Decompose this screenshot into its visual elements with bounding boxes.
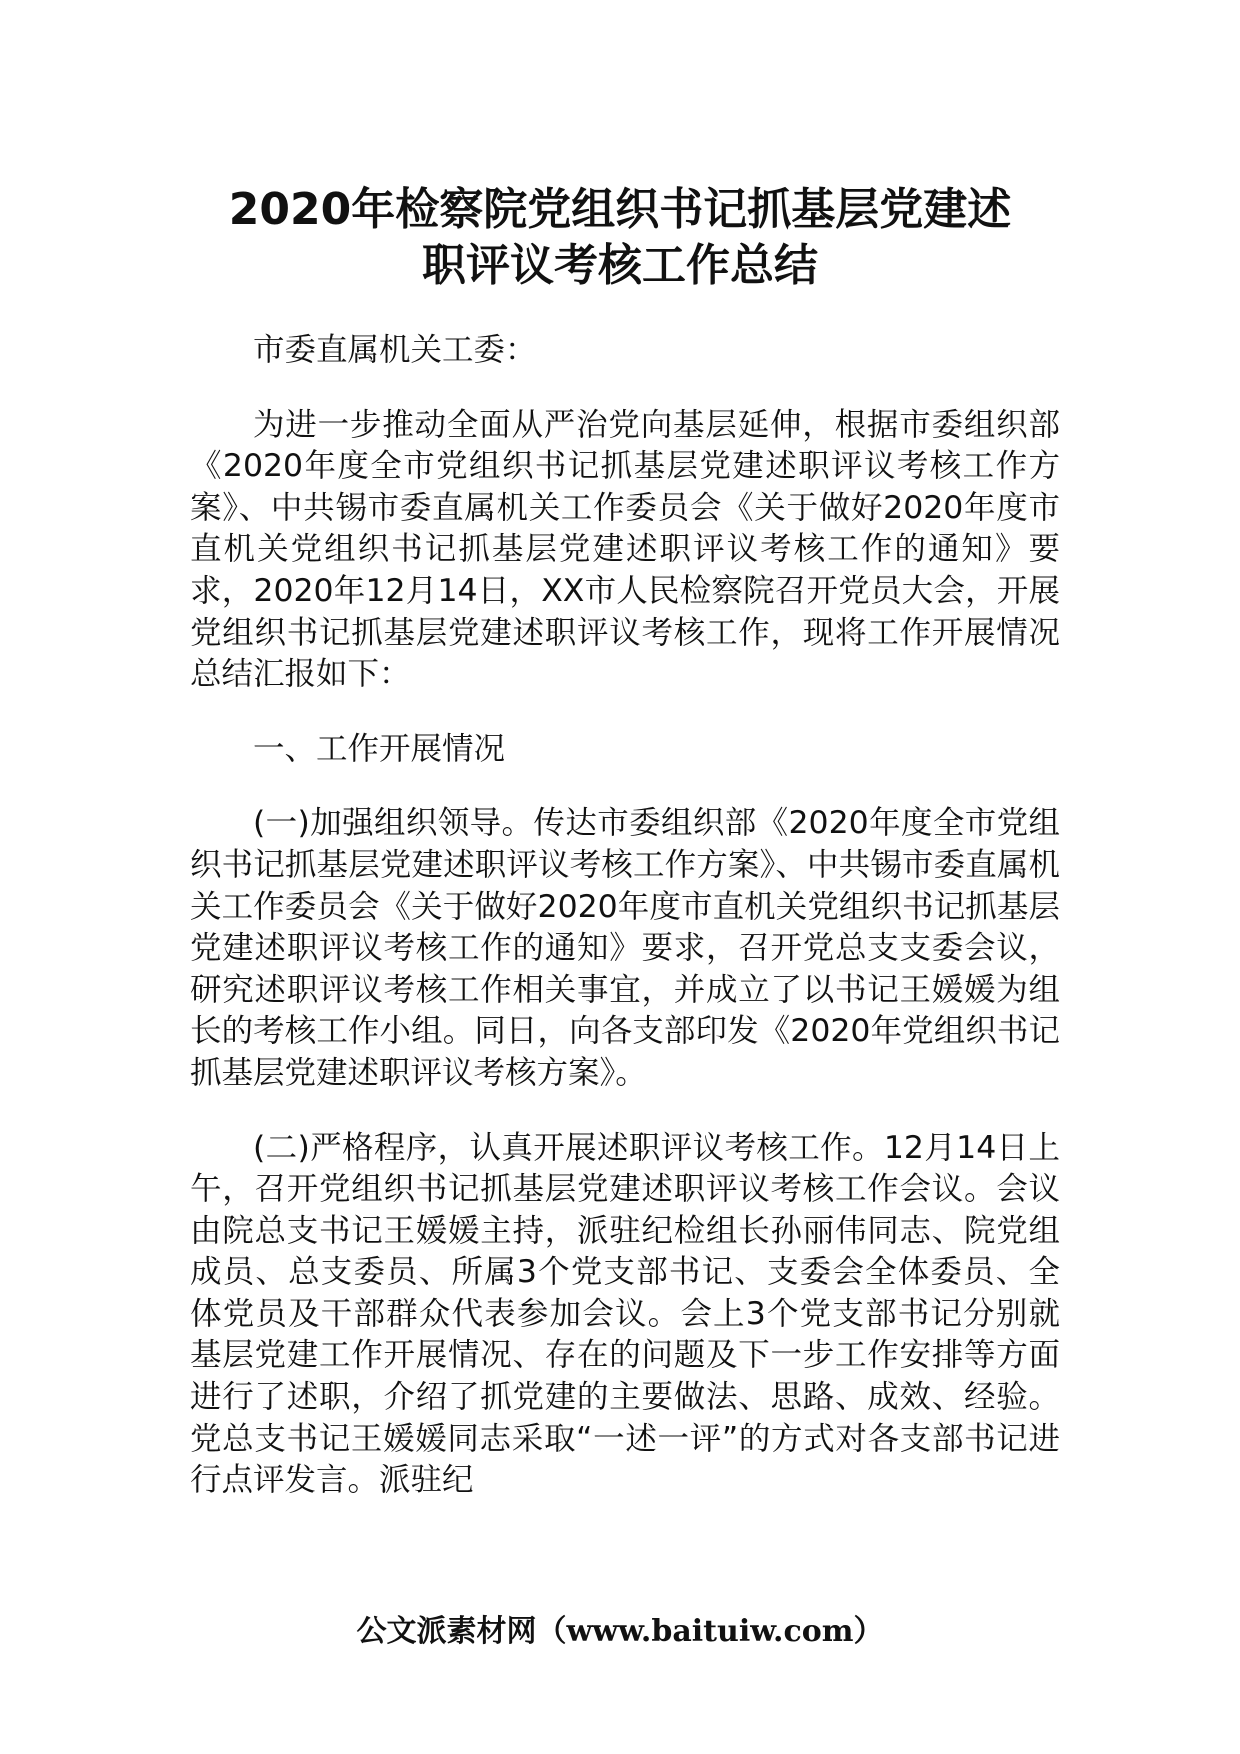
intro-paragraph: 为进一步推动全面从严治党向基层延伸，根据市委组织部《2020年度全市党组织书记抓基层党建述职评议考核工作方案》、中共锡市委直属机关工作委员会《关于做好2020年度市直机关党组织书记抓基层党建述职评议考核工作的通知》要求，2020年12月14日，XX市人民检察院召开党员大会，开展党组织书记抓基层党建述职评议考核工作，现将工作开展情况总结汇报如下： [190,406,1060,693]
salutation: 市委直属机关工委： [253,332,537,368]
document-body [190,330,1060,1535]
footer-watermark: 公文派素材网（www.baituiw.com） [356,1614,884,1649]
paragraph-organization: (一)加强组织领导。传达市委组织部《2020年度全市党组织书记抓基层党建述职评议考核工作方案》、中共锡市委直属机关工作委员会《关于做好2020年度市直机关党组织书记抓基层党建述职评议考核工作的通知》要求，召开党总支支委会议，研究述职评议考核工作相关事宜，并成立了以书记王媛媛为组长的考核工作小组。同日，向各支部印发《2020年党组织书记抓基层党建述职评议考核方案》。 [190,805,1060,1091]
title-line-1: 2020年检察院党组织书记抓基层党建述 [228,184,1012,235]
title-line-2: 职评议考核工作总结 [422,240,818,291]
document-title [180,182,1060,294]
section-heading: 一、工作开展情况 [253,730,506,767]
paragraph-procedure: (二)严格程序，认真开展述职评议考核工作。12月14日上午，召开党组织书记抓基层党建述职评议考核工作会议。会议由院总支书记王媛媛主持，派驻纪检组长孙丽伟同志、院党组成员、总支委员、所属3个党支部书记、支委会全体委员、全体党员及干部群众代表参加会议。会上3个党支部书记分别就基层党建工作开展情况、存在的问题及下一步工作安排等方面进行了述职，介绍了抓党建的主要做法、思路、成效、经验。党总支书记王媛媛同志采取“一述一评”的方式对各支部书记进行点评发言。派驻纪 [190,1129,1060,1499]
